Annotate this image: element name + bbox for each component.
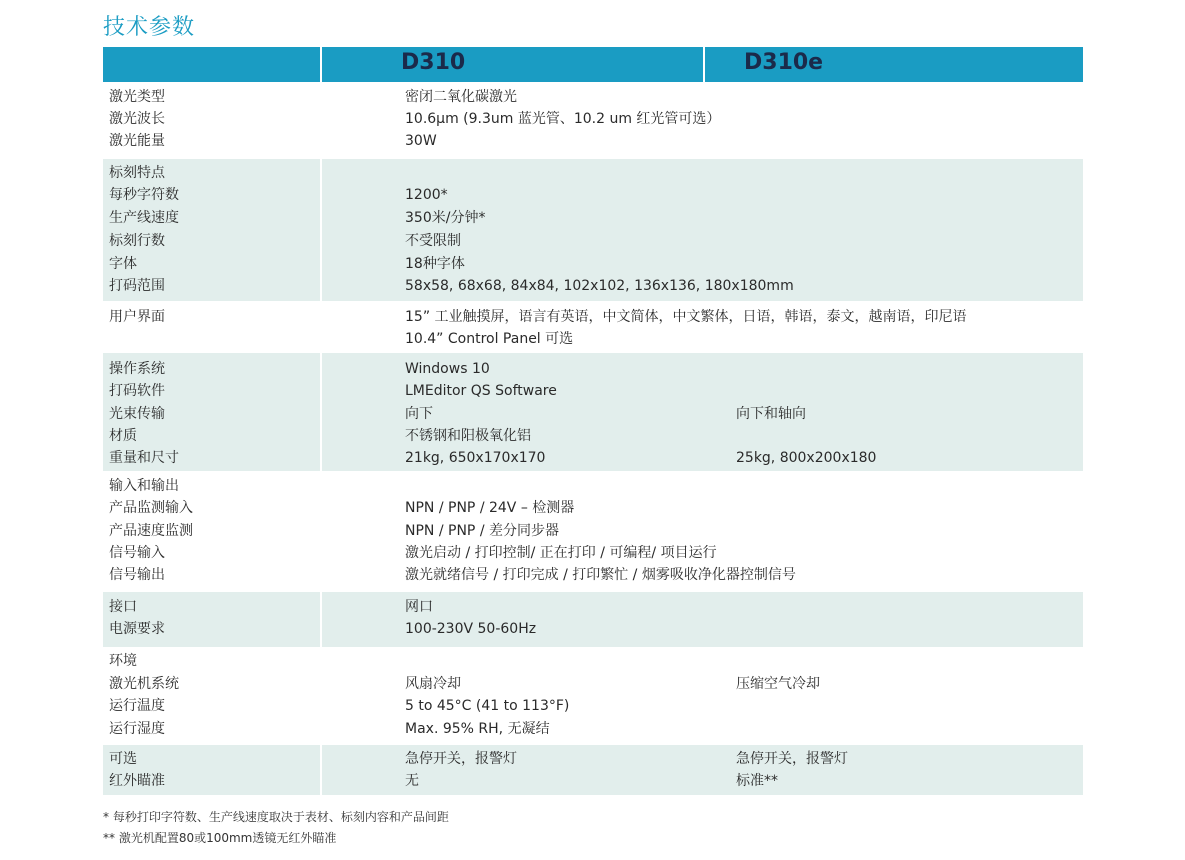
spec-row: [103, 306, 1083, 328]
spec-value-d310: NPN / PNP / 差分同步器: [405, 523, 559, 539]
footnote-2: ** 激光机配置80或100mm透镜无红外瞄准: [103, 831, 337, 845]
spec-row: [103, 718, 1083, 740]
spec-row: [103, 564, 1083, 586]
spec-row: [103, 673, 1083, 695]
spec-label: 电源要求: [109, 621, 165, 637]
spec-value-d310: 急停开关，报警灯: [405, 751, 517, 767]
spec-label: 激光类型: [109, 89, 165, 105]
spec-label: 用户界面: [109, 309, 165, 325]
spec-section: [103, 353, 1083, 471]
spec-label: 打码软件: [109, 383, 165, 399]
spec-label: 信号输入: [109, 545, 165, 561]
spec-label: 重量和尺寸: [109, 450, 179, 466]
spec-value-d310e: 25kg, 800x200x180: [736, 450, 877, 466]
spec-section: [103, 303, 1083, 351]
spec-label: 激光波长: [109, 111, 165, 127]
spec-value-d310: 不锈钢和阳极氧化铝: [405, 428, 531, 444]
spec-label: 字体: [109, 256, 137, 272]
spec-row: [103, 695, 1083, 717]
spec-value-d310: 15” 工业触摸屏，语言有英语，中文简体，中文繁体，日语，韩语，泰文，越南语，印尼语: [405, 309, 967, 325]
spec-value-d310: 1200*: [405, 187, 448, 203]
spec-label: 可选: [109, 751, 137, 767]
spec-value-d310: 不受限制: [405, 233, 461, 249]
spec-value-d310: 密闭二氧化碳激光: [405, 89, 517, 105]
spec-value-d310e: 急停开关，报警灯: [736, 751, 848, 767]
spec-row: [103, 520, 1083, 542]
spec-row: [103, 86, 1083, 108]
spec-value-d310: 网口: [405, 599, 433, 615]
header-divider: [703, 47, 705, 82]
spec-row: [103, 184, 1083, 206]
spec-label: 每秒字符数: [109, 187, 179, 203]
spec-label: 运行温度: [109, 698, 165, 714]
spec-label: 红外瞄准: [109, 773, 165, 789]
spec-section: [103, 472, 1083, 590]
spec-label: 环境: [109, 653, 137, 669]
spec-row: [103, 207, 1083, 229]
spec-section: [103, 592, 1083, 647]
spec-row: [103, 650, 1083, 672]
model-d310-heading: D310: [401, 50, 466, 75]
spec-value-d310: 100-230V 50-60Hz: [405, 621, 537, 637]
spec-value-d310: NPN / PNP / 24V – 检测器: [405, 500, 575, 516]
spec-value-d310: 58x58, 68x68, 84x84, 102x102, 136x136, 180x180mm: [405, 278, 794, 294]
spec-value-d310: Max. 95% RH, 无凝结: [405, 721, 550, 737]
spec-value-d310: 5 to 45°C (41 to 113°F): [405, 698, 570, 714]
spec-value-d310: LMEditor QS Software: [405, 383, 557, 399]
header-divider: [320, 47, 322, 82]
spec-label: 操作系统: [109, 361, 165, 377]
spec-section: [103, 745, 1083, 795]
spec-value-d310: 激光就绪信号 / 打印完成 / 打印繁忙 / 烟雾吸收净化器控制信号: [405, 567, 796, 583]
spec-value-d310: 激光启动 / 打印控制/ 正在打印 / 可编程/ 项目运行: [405, 545, 717, 561]
spec-row: [103, 253, 1083, 275]
spec-row: [103, 475, 1083, 497]
spec-label: 标刻特点: [109, 165, 165, 181]
spec-label: 激光机系统: [109, 676, 179, 692]
spec-value-d310: 10.4” Control Panel 可选: [405, 331, 574, 347]
spec-value-d310: 30W: [405, 133, 437, 149]
spec-row: [103, 542, 1083, 564]
spec-value-d310: 风扇冷却: [405, 676, 461, 692]
spec-row: [103, 275, 1083, 297]
spec-label: 产品速度监测: [109, 523, 193, 539]
spec-row: [103, 328, 1083, 350]
spec-value-d310e: 标准**: [736, 773, 778, 789]
spec-label: 打码范围: [109, 278, 165, 294]
spec-value-d310e: 向下和轴向: [736, 406, 806, 422]
spec-value-d310: 18种字体: [405, 256, 465, 272]
spec-row: [103, 162, 1083, 184]
page-title: 技术参数: [103, 15, 196, 40]
spec-row: [103, 618, 1083, 640]
spec-label: 材质: [109, 428, 137, 444]
spec-value-d310: 无: [405, 773, 419, 789]
spec-row: [103, 380, 1083, 402]
spec-value-d310: 350米/分钟*: [405, 210, 486, 226]
spec-row: [103, 770, 1083, 792]
spec-row: [103, 497, 1083, 519]
spec-label: 输入和输出: [109, 478, 179, 494]
spec-section: [103, 159, 1083, 301]
spec-label: 运行湿度: [109, 721, 165, 737]
table-header: [103, 47, 1083, 82]
spec-value-d310: 向下: [405, 406, 433, 422]
footnote-1: * 每秒打印字符数、生产线速度取决于表材、标刻内容和产品间距: [103, 810, 449, 824]
spec-row: [103, 447, 1083, 469]
spec-row: [103, 403, 1083, 425]
spec-value-d310: Windows 10: [405, 361, 490, 377]
spec-row: [103, 230, 1083, 252]
spec-section: [103, 647, 1083, 744]
spec-row: [103, 596, 1083, 618]
spec-label: 信号输出: [109, 567, 165, 583]
spec-row: [103, 358, 1083, 380]
spec-label: 接口: [109, 599, 137, 615]
spec-label: 激光能量: [109, 133, 165, 149]
spec-row: [103, 130, 1083, 152]
model-d310e-heading: D310e: [744, 50, 824, 75]
spec-row: [103, 748, 1083, 770]
spec-value-d310: 21kg, 650x170x170: [405, 450, 546, 466]
spec-section: [103, 83, 1083, 155]
spec-label: 产品监测输入: [109, 500, 193, 516]
spec-row: [103, 425, 1083, 447]
spec-value-d310: 10.6µm (9.3um 蓝光管、10.2 um 红光管可选）: [405, 111, 721, 127]
spec-value-d310e: 压缩空气冷却: [736, 676, 820, 692]
spec-label: 标刻行数: [109, 233, 165, 249]
spec-label: 光束传输: [109, 406, 165, 422]
spec-label: 生产线速度: [109, 210, 179, 226]
spec-row: [103, 108, 1083, 130]
